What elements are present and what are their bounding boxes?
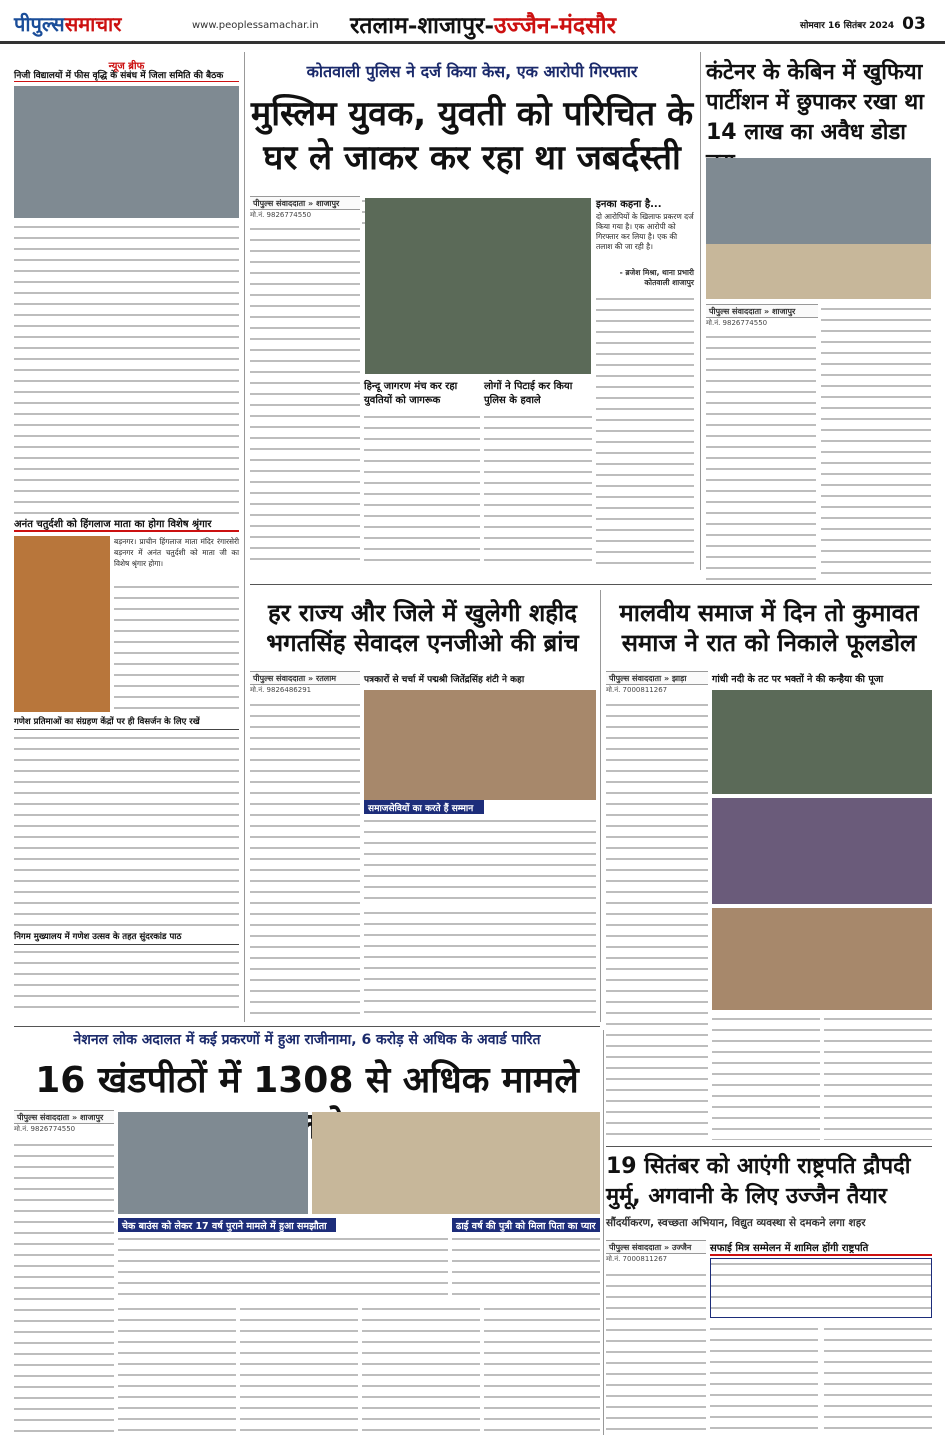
president-text-col2 (710, 1324, 818, 1435)
press-photo (364, 690, 596, 800)
police-photo (706, 158, 931, 244)
lead-caption-2: लोगों ने पिटाई कर किया पुलिस के हवाले (484, 381, 573, 406)
column-rule (600, 590, 601, 1022)
fees-article-text (14, 222, 239, 514)
procession-photo-2 (712, 798, 932, 904)
container-text-col1 (706, 332, 816, 580)
ganesh-headline: गणेश प्रतिमाओं का संग्रहण केंद्रों पर ही विसर्जन के लिए रखें (14, 716, 239, 730)
lok-adalat-headline[interactable]: 16 खंडपीठों में 1308 से अधिक मामले (35, 1060, 579, 1101)
goddess-photo (14, 536, 110, 712)
devotees-photo (712, 908, 932, 1010)
president-text-col3 (824, 1324, 932, 1435)
page-number: 03 (902, 14, 926, 34)
lead-phone: मो.नं. 9826774550 (250, 211, 312, 219)
edition-region: रतलाम-शाजापुर-उज्जैन-मंदसौर (350, 12, 617, 39)
bhagat-caption: पत्रकारों से चर्चा में पद्मश्री जितेंद्रसिंह शंटी ने कहा (364, 675, 525, 685)
quote-head: इनका कहना है... (596, 199, 662, 210)
daughter-case-text (452, 1234, 600, 1298)
anant-headline: अनंत चतुर्दशी को हिंगलाज माता का होगा विशेष श्रृंगार (14, 516, 239, 532)
lead-photo (365, 198, 591, 374)
cheque-case-text (118, 1234, 448, 1298)
president-byline: पीपुल्स संवाददाता » उज्जैन (606, 1240, 706, 1254)
malviya-text-col1 (606, 700, 708, 1140)
nigam-headline: निगम मुख्यालय में गणेश उत्सव के तहत सुंदरकांड पाठ (14, 931, 239, 945)
newspaper-logo[interactable]: पीपुल्ससमाचार (14, 12, 122, 36)
column-rule (603, 1030, 604, 1435)
malviya-headline[interactable]: मालवीय समाज में दिन तो कुमावत समाज ने रात को निकाले फूलडोल (619, 599, 919, 657)
malviya-byline: पीपुल्स संवाददाता » झाड़ा (606, 671, 708, 685)
fees-headline: निजी विद्यालयों में फीस वृद्धि के संबंध में जिला समिति की बैठक (14, 68, 239, 82)
container-text-col2 (821, 304, 931, 580)
anant-text (114, 582, 239, 712)
lok-adalat-caption-2: ढाई वर्ष की पुत्री को मिला पिता का प्यार (452, 1218, 600, 1232)
lok-adalat-text-col3 (240, 1304, 358, 1435)
section-rule (14, 1026, 600, 1027)
website-url[interactable]: www.peoplessamachar.in (192, 20, 319, 31)
bhagat-text-col1 (250, 700, 360, 1022)
bhagat-headline[interactable]: हर राज्य और जिले में खुलेगी शहीद भगतसिंह सेवादल एनजीओ की ब्रांच (266, 599, 579, 657)
anant-lead: बड़नगर। प्राचीन हिंगलाज माता मंदिर रंगारसेरी बड़नगर में अनंत चतुर्दशी को माता जी का विशेष श्रृंगार होगा। (114, 537, 239, 568)
bhagat-phone: मो.नं. 9826486291 (250, 686, 312, 694)
president-box-text (710, 1258, 932, 1318)
malviya-text-col2 (712, 1014, 820, 1140)
court-photo-2 (312, 1112, 600, 1214)
lok-adalat-phone: मो.नं. 9826774550 (14, 1125, 76, 1133)
procession-photo-1 (712, 690, 932, 794)
column-rule (244, 52, 245, 1022)
container-byline: पीपुल्स संवाददाता » शाजापुर (706, 304, 818, 318)
bhagat-text-col2 (364, 908, 596, 1022)
president-subhead: सौंदर्यीकरण, स्वच्छता अभियान, विद्युत व्यवस्था से दमकने लगा शहर (606, 1217, 866, 1229)
president-headline[interactable]: 19 सितंबर को आएंगी राष्ट्रपति द्रौपदी मुर्मू, अगवानी के लिए उज्जैन तैयार (606, 1154, 911, 1209)
lead-text-col1 (250, 224, 360, 566)
section-rule (606, 1146, 932, 1147)
president-box-head: सफाई मित्र सम्मेलन में शामिल होंगी राष्ट्रपति (710, 1240, 932, 1256)
lead-caption-1: हिन्दू जागरण मंच कर रहा युवतियों को जागरूक (364, 381, 458, 406)
malviya-phone: मो.नं. 7000811267 (606, 686, 668, 694)
lead-byline: पीपुल्स संवाददाता » शाजापुर (250, 196, 360, 210)
lead-text-col2 (364, 412, 480, 566)
lead-text-col3 (484, 412, 592, 566)
container-headline[interactable]: कंटेनर के केबिन में खुफिया पार्टीशन में छुपाकर रखा था 14 लाख का अवैध डोडा (706, 60, 924, 145)
bhagat-byline: पीपुल्स संवाददाता » रतलाम (250, 671, 360, 685)
lok-adalat-text-col2 (118, 1304, 236, 1435)
masthead (0, 0, 945, 44)
quote-text: दो आरोपियों के खिलाफ प्रकरण दर्ज किया गया है। एक आरोपी को गिरफ्तार कर लिया है। एक की तलाश की जा रही है। (596, 212, 694, 251)
lok-adalat-caption-1: चेक बाउंस को लेकर 17 वर्ष पुराने मामले में हुआ समझौता (118, 1218, 336, 1232)
president-text-col1 (606, 1270, 706, 1435)
lead-headline[interactable]: मुस्लिम युवक, युवती को परिचित के घर ले जाकर कर रहा था जबर्दस्ती (250, 94, 694, 178)
seized-goods-photo (706, 244, 931, 299)
lok-adalat-text-col5 (484, 1304, 600, 1435)
meeting-photo (14, 86, 239, 218)
lok-adalat-kicker: नेशनल लोक अदालत में कई प्रकरणों में हुआ राजीनामा, 6 करोड़ से अधिक के अवार्ड पारित (73, 1032, 541, 1048)
lead-text-col4 (596, 294, 694, 566)
nigam-text (14, 947, 239, 1015)
lead-kicker: कोतवाली पुलिस ने दर्ज किया केस, एक आरोपी गिरफ्तार (306, 62, 638, 81)
lok-adalat-byline: पीपुल्स संवाददाता » शाजापुर (14, 1110, 114, 1124)
malviya-caption: गांधी नदी के तट पर भक्तों ने की कन्हैया की पूजा (712, 674, 884, 685)
section-rule (250, 584, 932, 585)
column-rule (700, 52, 701, 570)
court-photo-1 (118, 1112, 308, 1214)
bhagat-subcaption: समाजसेवियों का करते हैं सम्मान (364, 800, 484, 814)
malviya-text-col3 (824, 1014, 932, 1140)
container-phone: मो.नं. 9826774550 (706, 319, 768, 327)
news-brief-label: न्यूज ब्रीफ (108, 61, 145, 72)
lok-adalat-text-col4 (362, 1304, 480, 1435)
lok-adalat-text-col1 (14, 1140, 114, 1435)
ganesh-text (14, 733, 239, 927)
president-phone: मो.नं. 7000811267 (606, 1255, 668, 1263)
edition-date: सोमवार 16 सितंबर 2024 (800, 21, 895, 31)
bhagat-box-text (364, 816, 596, 904)
quote-attribution: - ब्रजेश मिश्रा, थाना प्रभारी कोतवाली शाजापुर (619, 268, 694, 287)
